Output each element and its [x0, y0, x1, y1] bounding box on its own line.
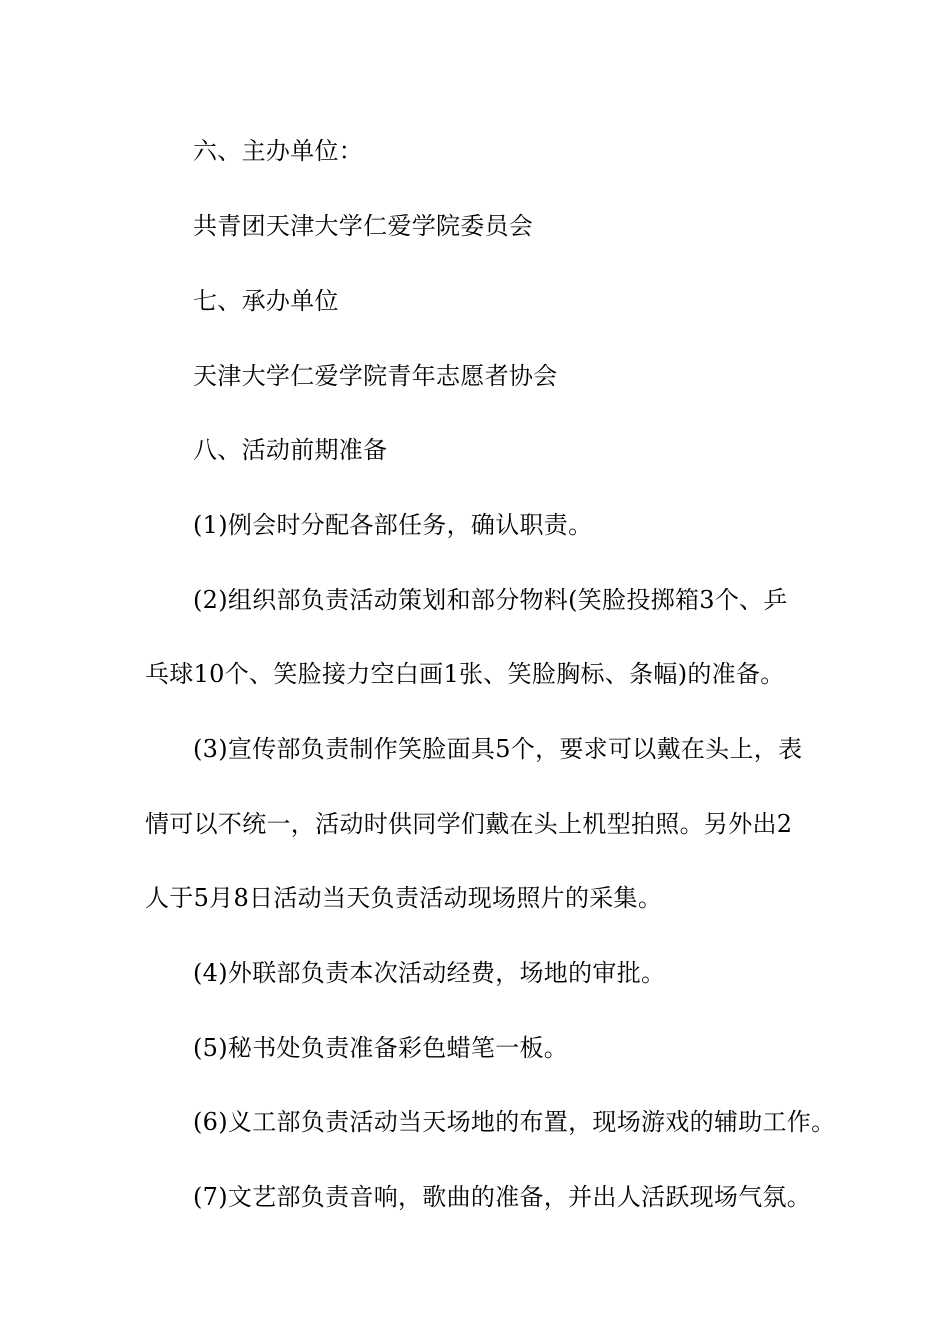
prep-item-3-line-3: 人于5月8日活动当天负责活动现场照片的采集。 [145, 884, 663, 912]
prep-item-2-line-2: 乓球10个、笑脸接力空白画1张、笑脸胸标、条幅)的准备。 [145, 660, 785, 688]
organizer-name: 共青团天津大学仁爱学院委员会 [193, 212, 534, 240]
section-heading-organizer: 六、主办单位： [193, 137, 364, 165]
prep-item-2-line-1: (2)组织部负责活动策划和部分物料(笑脸投掷箱3个、乒 [193, 586, 788, 614]
prep-item-1: (1)例会时分配各部任务，确认职责。 [193, 511, 593, 539]
section-heading-preparation: 八、活动前期准备 [193, 436, 388, 464]
prep-item-7: (7)文艺部负责音响，歌曲的准备，并出人活跃现场气氛。 [193, 1183, 812, 1211]
prep-item-5: (5)秘书处负责准备彩色蜡笔一板。 [193, 1034, 569, 1062]
host-name: 天津大学仁爱学院青年志愿者协会 [193, 362, 558, 390]
prep-item-3-line-2: 情可以不统一，活动时供同学们戴在头上机型拍照。另外出2 [145, 810, 793, 838]
prep-item-6: (6)义工部负责活动当天场地的布置，现场游戏的辅助工作。 [193, 1108, 836, 1136]
prep-item-4: (4)外联部负责本次活动经费，场地的审批。 [193, 959, 666, 987]
section-heading-host: 七、承办单位 [193, 287, 339, 315]
prep-item-3-line-1: (3)宣传部负责制作笑脸面具5个，要求可以戴在头上，表 [193, 735, 803, 763]
